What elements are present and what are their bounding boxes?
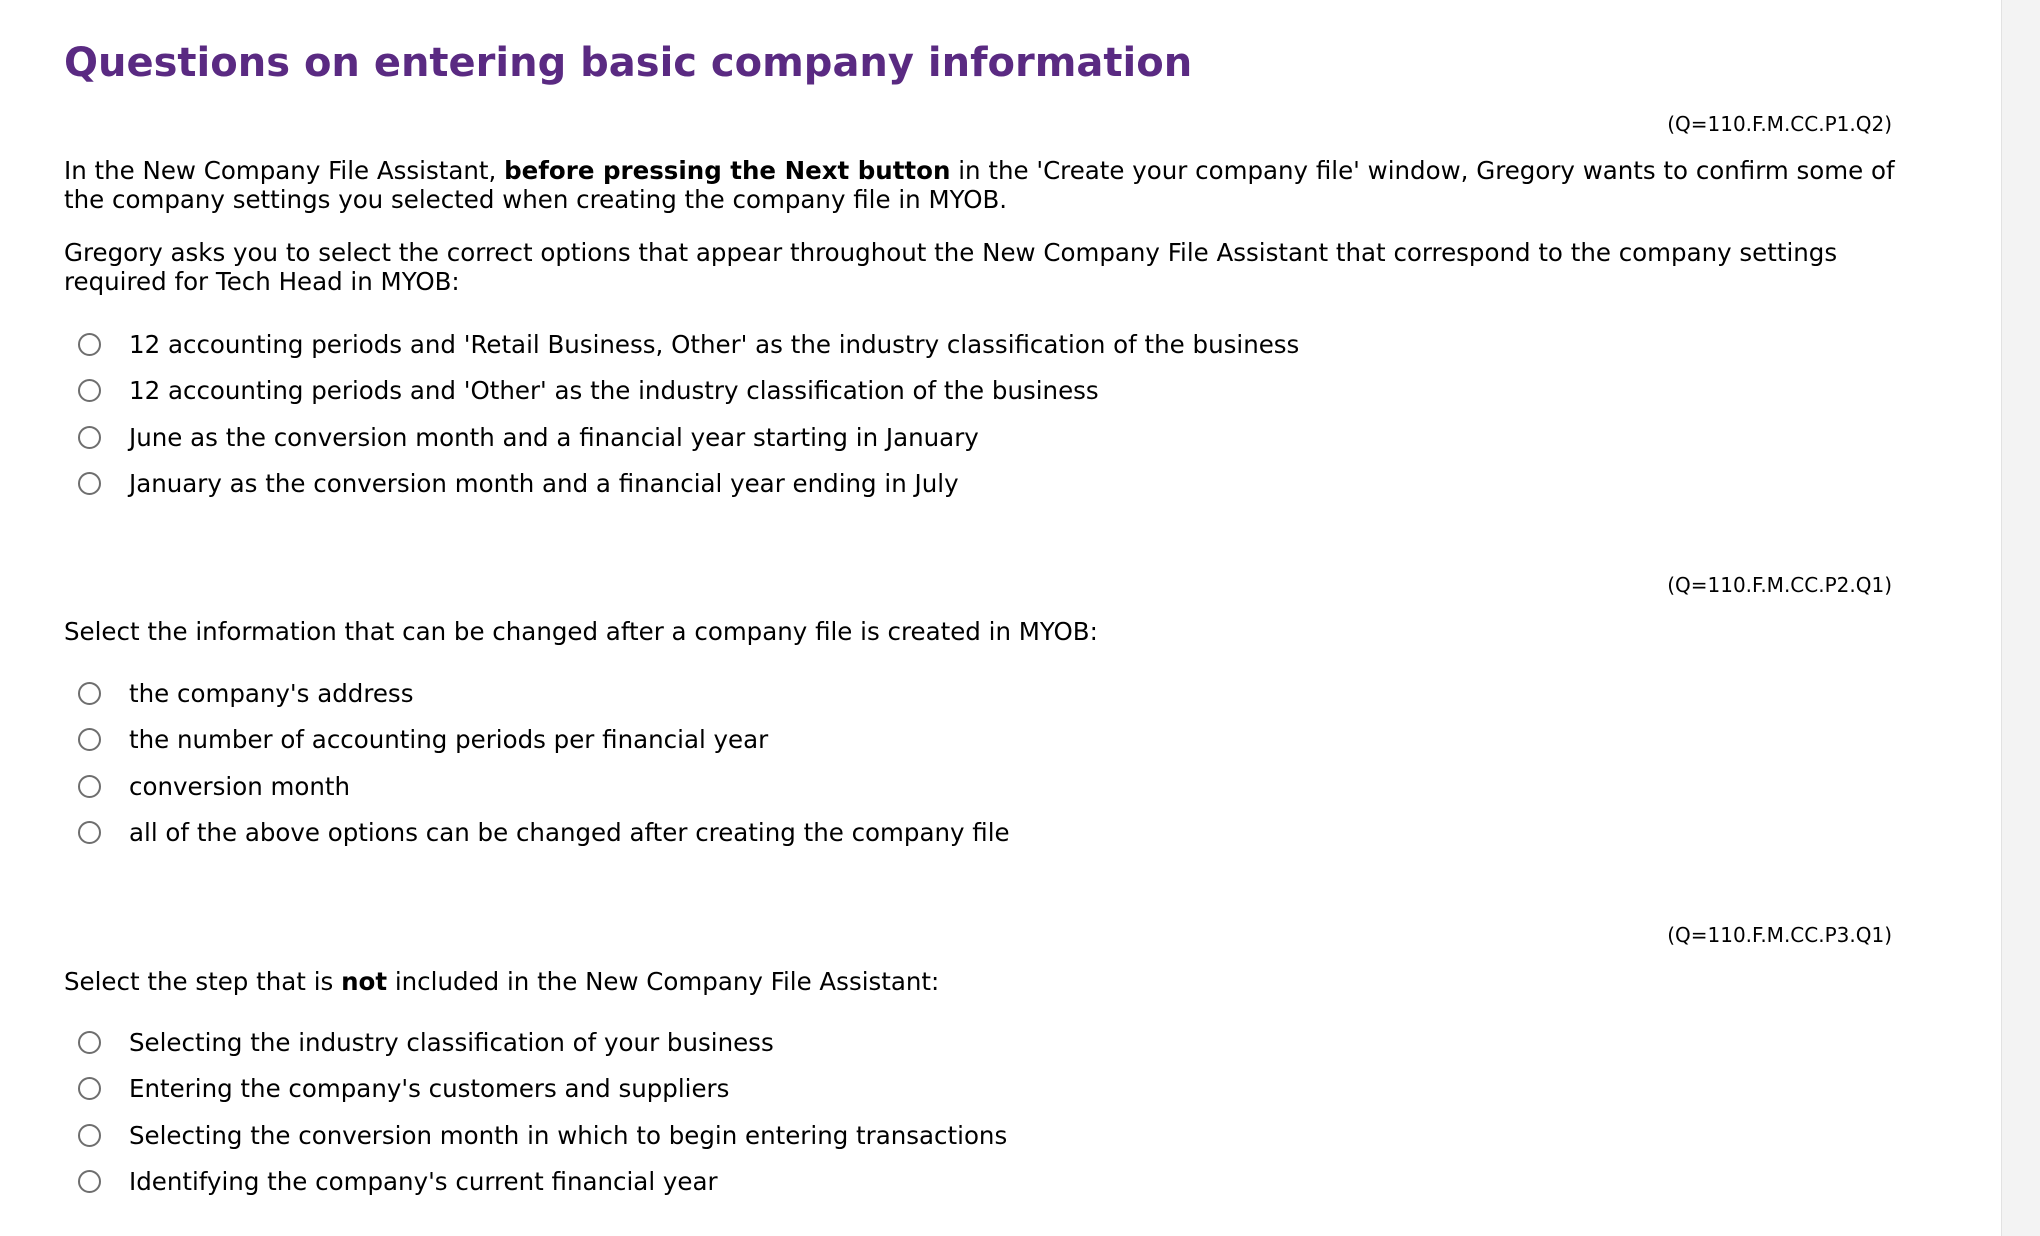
question-3-options <box>78 1019 1007 1205</box>
question-1-intro-pre: In the New Company File Assistant, <box>64 156 505 185</box>
question-1-options <box>78 321 1299 507</box>
question-1-intro-post: in the 'Create your company file' window, Gregory wants to confirm some of the company settings you selected when creating the company file in MYOB. <box>64 156 1895 214</box>
radio-button[interactable] <box>78 426 101 449</box>
question-2-option-4[interactable] <box>78 810 1010 857</box>
option-label: June as the conversion month and a financial year starting in January <box>129 422 979 452</box>
option-label: Entering the company's customers and suppliers <box>129 1074 730 1104</box>
question-ref-1: (Q=110.F.M.CC.P1.Q2) <box>1667 112 1892 136</box>
radio-button[interactable] <box>78 379 101 402</box>
radio-button[interactable] <box>78 472 101 495</box>
option-label: January as the conversion month and a financial year ending in July <box>129 469 959 499</box>
question-1-option-4[interactable] <box>78 461 1299 508</box>
option-label: the number of accounting periods per financial year <box>129 725 769 755</box>
question-1-option-3[interactable] <box>78 414 1299 461</box>
question-3-option-3[interactable] <box>78 1112 1007 1159</box>
question-1-prompt: Gregory asks you to select the correct options that appear throughout the New Company File Assistant that correspond to the company settings required for Tech Head in MYOB: <box>64 238 1838 296</box>
question-3-prompt <box>64 967 1934 996</box>
option-label: Identifying the company's current financial year <box>129 1167 718 1197</box>
question-3-option-4[interactable] <box>78 1159 1007 1206</box>
option-label: conversion month <box>129 771 351 801</box>
question-3-option-2[interactable] <box>78 1066 1007 1113</box>
question-1-intro <box>64 156 1934 214</box>
option-label: 12 accounting periods and 'Other' as the industry classification of the business <box>129 376 1099 406</box>
question-3-prompt-bold: not <box>341 967 388 996</box>
question-2-options <box>78 670 1010 856</box>
page-title: Questions on entering basic company information <box>64 40 1193 86</box>
radio-button[interactable] <box>78 1124 101 1147</box>
question-2-option-1[interactable] <box>78 670 1010 717</box>
radio-button[interactable] <box>78 775 101 798</box>
question-3-option-1[interactable] <box>78 1019 1007 1066</box>
radio-button[interactable] <box>78 1170 101 1193</box>
question-3-prompt-post: included in the New Company File Assistant: <box>387 967 940 996</box>
option-label: the company's address <box>129 678 414 708</box>
question-ref-2: (Q=110.F.M.CC.P2.Q1) <box>1667 573 1892 597</box>
option-label: 12 accounting periods and 'Retail Business, Other' as the industry classification of the business <box>129 329 1300 359</box>
question-1-option-1[interactable] <box>78 321 1299 368</box>
question-2-prompt: Select the information that can be changed after a company file is created in MYOB: <box>64 617 1098 646</box>
option-label: Selecting the industry classification of your business <box>129 1027 774 1057</box>
scrollbar-gutter[interactable] <box>2001 0 2040 1236</box>
radio-button[interactable] <box>78 728 101 751</box>
radio-button[interactable] <box>78 1077 101 1100</box>
radio-button[interactable] <box>78 1031 101 1054</box>
radio-button[interactable] <box>78 682 101 705</box>
option-label: Selecting the conversion month in which to begin entering transactions <box>129 1120 1008 1150</box>
question-1-intro-bold: before pressing the Next button <box>504 156 951 185</box>
question-2-option-2[interactable] <box>78 717 1010 764</box>
option-label: all of the above options can be changed after creating the company file <box>129 818 1010 848</box>
question-3-prompt-pre: Select the step that is <box>64 967 342 996</box>
question-1-option-2[interactable] <box>78 368 1299 415</box>
question-ref-3: (Q=110.F.M.CC.P3.Q1) <box>1667 923 1892 947</box>
radio-button[interactable] <box>78 821 101 844</box>
question-2-option-3[interactable] <box>78 763 1010 810</box>
radio-button[interactable] <box>78 333 101 356</box>
